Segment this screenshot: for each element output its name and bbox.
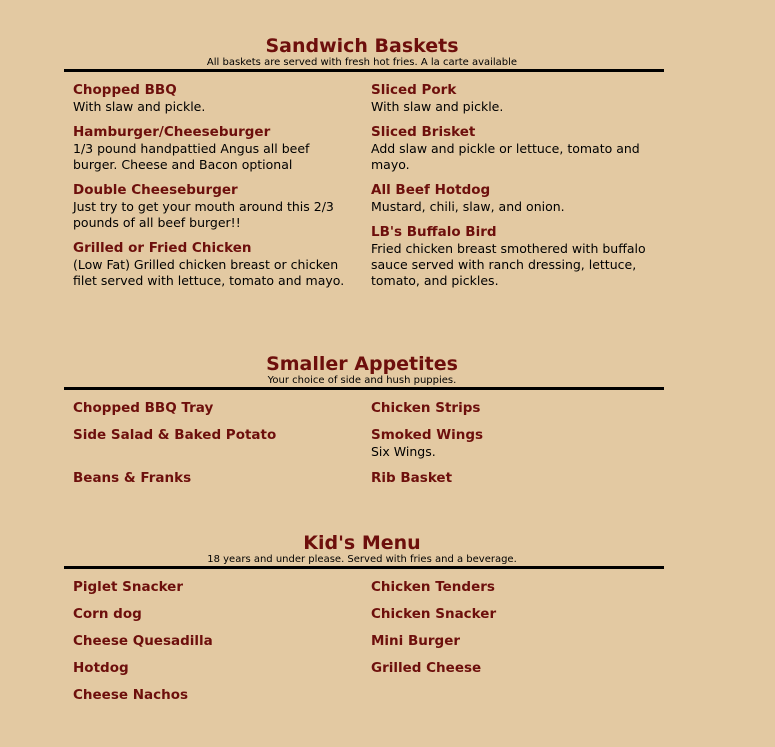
item-name: Grilled or Fried Chicken: [73, 240, 252, 256]
menu-item: [73, 124, 371, 173]
menu-grid: [64, 400, 664, 497]
menu-item: [73, 82, 371, 115]
item-name: Chopped BBQ: [73, 82, 177, 98]
item-name: LB's Buffalo Bird: [371, 224, 497, 240]
item-name: Hamburger/Cheeseburger: [73, 124, 271, 140]
section-divider: [64, 69, 664, 72]
item-name: Chicken Tenders: [371, 579, 495, 595]
item-name: Chopped BBQ Tray: [73, 400, 214, 416]
item-name: Hotdog: [73, 660, 129, 676]
menu-item: [73, 687, 371, 705]
menu-item: [73, 579, 371, 597]
item-name: Grilled Cheese: [371, 660, 482, 676]
item-name: Mini Burger: [371, 633, 461, 649]
menu-item: [73, 633, 371, 651]
menu-item: [371, 660, 669, 678]
item-name: Cheese Quesadilla: [73, 633, 213, 649]
menu-item: [371, 606, 669, 624]
menu-item: [371, 470, 669, 488]
item-description: With slaw and pickle.: [73, 99, 206, 114]
menu-item: [73, 660, 371, 678]
section-title: Kid's Menu: [303, 532, 421, 554]
item-name: Side Salad & Baked Potato: [73, 427, 277, 443]
menu-item: [73, 606, 371, 624]
menu-item: [371, 224, 669, 289]
section-kids-menu: [64, 532, 664, 714]
menu-item: [371, 633, 669, 651]
menu-column-left: [73, 579, 371, 714]
item-name: Rib Basket: [371, 470, 453, 486]
menu-item: [371, 82, 669, 115]
menu-item: [73, 240, 371, 289]
item-name: Chicken Snacker: [371, 606, 497, 622]
menu-column-right: [371, 82, 669, 298]
item-name: All Beef Hotdog: [371, 182, 491, 198]
menu-column-right: [371, 400, 669, 497]
menu-item: [371, 427, 669, 461]
item-description: Six Wings.: [371, 444, 436, 459]
item-description: With slaw and pickle.: [371, 99, 504, 114]
item-name: Piglet Snacker: [73, 579, 183, 595]
item-description: Just try to get your mouth around this 2/3 pounds of all beef burger!!: [73, 199, 334, 230]
menu-item: [73, 400, 371, 418]
section-subtitle: Your choice of side and hush puppies.: [267, 375, 457, 386]
section-subtitle: 18 years and under please. Served with fries and a beverage.: [207, 554, 517, 565]
section-title: Sandwich Baskets: [265, 35, 459, 57]
menu-item: [371, 579, 669, 597]
menu-item: [371, 182, 669, 215]
section-title: Smaller Appetites: [266, 353, 458, 375]
item-description: 1/3 pound handpattied Angus all beef burger. Cheese and Bacon optional: [73, 141, 310, 172]
item-description: Add slaw and pickle or lettuce, tomato and mayo.: [371, 141, 640, 172]
menu-column-left: [73, 82, 371, 298]
menu-grid: [64, 82, 664, 298]
menu-item: [73, 470, 371, 488]
menu-column-left: [73, 400, 371, 497]
menu-item: [73, 427, 371, 461]
item-description: Fried chicken breast smothered with buffalo sauce served with ranch dressing, lettuce, tomato, and pickles.: [371, 241, 646, 288]
item-name: Double Cheeseburger: [73, 182, 238, 198]
section-subtitle: All baskets are served with fresh hot fries. A la carte available: [206, 57, 518, 68]
item-name: Beans & Franks: [73, 470, 192, 486]
item-description: (Low Fat) Grilled chicken breast or chicken filet served with lettuce, tomato and mayo.: [73, 257, 345, 288]
menu-item: [371, 400, 669, 418]
item-name: Cheese Nachos: [73, 687, 189, 703]
item-name: Sliced Pork: [371, 82, 457, 98]
item-name: Smoked Wings: [371, 427, 484, 443]
section-smaller-appetites: [64, 353, 664, 497]
menu-item: [371, 124, 669, 173]
item-description: Mustard, chili, slaw, and onion.: [371, 199, 565, 214]
item-name: Chicken Strips: [371, 400, 481, 416]
section-divider: [64, 387, 664, 390]
menu-item: [73, 182, 371, 231]
menu-column-right: [371, 579, 669, 714]
item-name: Sliced Brisket: [371, 124, 476, 140]
menu-grid: [64, 579, 664, 714]
section-divider: [64, 566, 664, 569]
section-sandwich-baskets: [64, 35, 664, 298]
item-name: Corn dog: [73, 606, 142, 622]
